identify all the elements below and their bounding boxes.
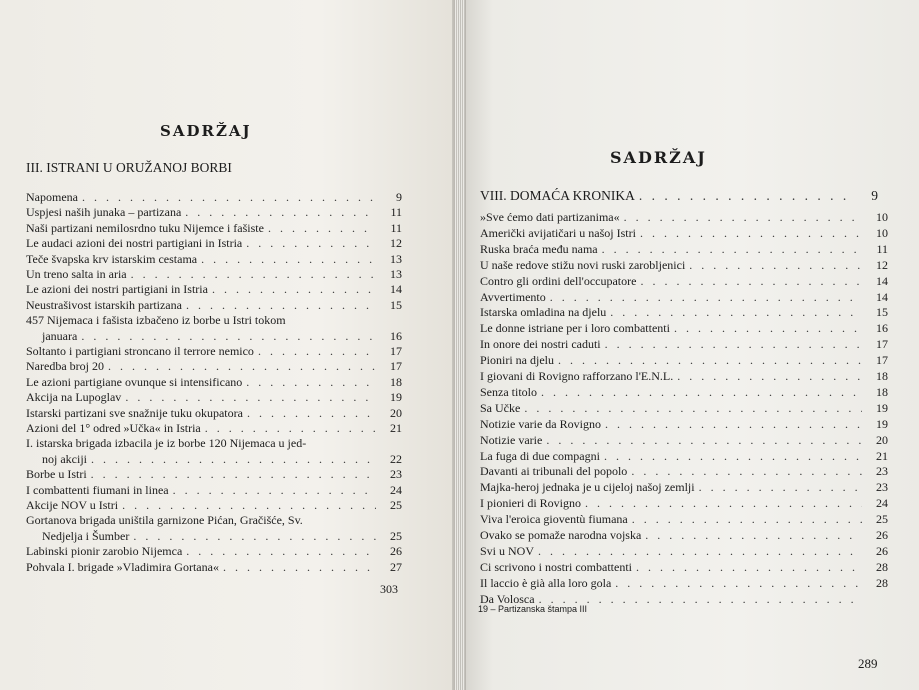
toc-entry-page: 14 (876, 273, 888, 288)
toc-entry-page: 18 (876, 384, 888, 399)
leader-dots (615, 576, 862, 591)
leader-dots (201, 252, 376, 267)
leader-dots (173, 483, 376, 498)
leader-dots (699, 480, 862, 495)
toc-entry-title: Majka-heroj jednaka je u cijeloj našoj zemlji (480, 480, 695, 495)
toc-entry-page: 15 (876, 305, 888, 320)
toc-entry-page: 28 (876, 559, 888, 574)
toc-entry-page: 11 (876, 241, 888, 256)
toc-entry (480, 353, 888, 368)
toc-entry (26, 344, 402, 359)
leader-dots (604, 449, 862, 464)
toc-entry-title: Le azioni dei nostri partigiani in Istria (26, 282, 208, 297)
leader-dots (524, 401, 862, 416)
toc-entry-title: »Sve ćemo dati partizanima« (480, 210, 620, 224)
toc-entry-page: 14 (390, 282, 402, 297)
toc-entry (480, 226, 888, 241)
leader-dots (538, 544, 862, 559)
toc-entry-title: Svi u NOV (480, 543, 535, 558)
toc-entry-title: Pohvala I. brigade »Vladimira Gortana« (26, 559, 219, 574)
toc-entry-title: Ruska braća među nama (480, 241, 598, 256)
leader-dots (133, 529, 376, 544)
toc-entry-title: Davanti ai tribunali del popolo (480, 464, 628, 479)
left-section-heading: III. ISTRANI U ORUŽANOJ BORBI (26, 160, 232, 175)
left-page-title: SADRŽAJ (160, 122, 252, 140)
toc-entry-title: Viva l'eroica gioventù fiumana (480, 512, 628, 527)
right-page-title: SADRŽAJ (610, 148, 707, 167)
toc-entry-title: Pioniri na djelu (480, 353, 554, 368)
toc-entry (480, 401, 888, 416)
leader-dots (82, 190, 376, 205)
toc-entry-title: I combattenti fiumani in linea (26, 482, 169, 497)
leader-dots (91, 467, 376, 482)
leader-dots (91, 452, 376, 467)
toc-entry-title: Senza titolo (480, 384, 537, 399)
leader-dots (186, 298, 376, 313)
leader-dots (605, 417, 862, 432)
right-section-title: VIII. DOMAĆA KRONIKA (480, 188, 635, 203)
toc-entry-page: 17 (876, 337, 888, 352)
toc-entry-page: 25 (876, 512, 888, 527)
toc-entry-title: La fuga di due compagni (480, 448, 600, 463)
toc-entry (26, 205, 402, 220)
right-section-heading (480, 188, 878, 204)
toc-entry (42, 452, 402, 467)
toc-entry-title: 457 Nijemaca i fašista izbačeno iz borbe u Istri tokom (26, 313, 286, 328)
leader-dots (186, 544, 376, 559)
toc-entry-page: 27 (390, 559, 402, 574)
left-page-number: 303 (380, 582, 398, 596)
toc-entry-title: Nedjelja i Šumber (42, 528, 130, 543)
toc-entry (480, 274, 888, 289)
right-section-page: 9 (871, 188, 878, 203)
leader-dots (674, 321, 862, 336)
toc-entry (26, 359, 402, 374)
toc-entry (480, 544, 888, 559)
leader-dots (640, 226, 862, 241)
toc-entry (26, 513, 303, 528)
leader-dots (268, 221, 376, 236)
toc-entry-page: 26 (390, 544, 402, 559)
toc-entry (26, 375, 402, 390)
toc-entry-title: Notizie varie (480, 432, 543, 447)
page-edges (455, 0, 465, 690)
toc-entry-title: U naše redove stižu novi ruski zarobljenici (480, 257, 686, 272)
toc-entry-title: Ovako se pomaže narodna vojska (480, 528, 642, 542)
toc-entry-page: 24 (876, 496, 888, 511)
toc-entry (480, 433, 888, 448)
leader-dots (247, 406, 376, 421)
toc-entry (480, 305, 888, 320)
toc-entry-page: 13 (390, 251, 402, 266)
leader-dots (624, 210, 862, 225)
toc-entry-page: 28 (876, 575, 888, 590)
toc-entry-title: Neustrašivost istarskih partizana (26, 297, 182, 312)
leader-dots (632, 512, 862, 527)
right-page-number: 289 (858, 656, 878, 671)
toc-entry (480, 528, 888, 543)
toc-entry-title: I giovani di Rovigno rafforzano l'E.N.L. (480, 369, 674, 383)
toc-entry (480, 576, 888, 591)
toc-entry (480, 464, 888, 479)
toc-entry-page: 9 (396, 190, 402, 204)
toc-entry (26, 436, 306, 451)
toc-entry-title: januara (42, 328, 78, 343)
toc-entry-page: 20 (876, 432, 888, 447)
toc-entry-page: 17 (876, 353, 888, 368)
toc-entry-title: noj akciji (42, 451, 87, 466)
toc-entry-title: Ci scrivono i nostri combattenti (480, 559, 632, 574)
leader-dots (246, 375, 376, 390)
leader-dots (212, 282, 376, 297)
toc-entry-page: 21 (876, 448, 888, 463)
toc-entry (480, 337, 888, 352)
toc-entry-page: 16 (390, 328, 402, 343)
leader-dots (205, 421, 376, 436)
toc-entry (42, 329, 402, 344)
toc-entry-title: Istarski partizani sve snažnije tuku okupatora (26, 405, 243, 420)
toc-entry-title: Contro gli ordini dell'occupatore (480, 273, 637, 288)
toc-entry-title: Labinski pionir zarobio Nijemca (26, 544, 183, 559)
leader-dots (639, 188, 852, 204)
toc-entry (26, 221, 402, 236)
leader-dots (541, 385, 862, 400)
toc-entry (26, 560, 402, 575)
leader-dots (125, 390, 376, 405)
leader-dots (677, 369, 862, 384)
leader-dots (258, 344, 376, 359)
leader-dots (539, 592, 862, 607)
right-page (466, 0, 919, 690)
leader-dots (223, 560, 376, 575)
toc-entry-page: 26 (876, 528, 888, 542)
toc-entry (480, 449, 888, 464)
toc-entry (480, 210, 888, 225)
leader-dots (185, 205, 376, 220)
toc-entry-page: 10 (876, 225, 888, 240)
toc-entry (480, 258, 888, 273)
toc-entry-page: 22 (390, 451, 402, 466)
toc-entry (26, 483, 402, 498)
leader-dots (636, 560, 862, 575)
toc-entry (26, 498, 402, 513)
leader-dots (605, 337, 862, 352)
toc-entry-page: 23 (876, 480, 888, 495)
left-page (0, 0, 458, 690)
leader-dots (546, 433, 862, 448)
toc-entry-page: 21 (390, 421, 402, 435)
toc-entry-page: 11 (390, 220, 402, 235)
toc-entry-title: In onore dei nostri caduti (480, 337, 601, 352)
toc-entry-title: Da Volosca (480, 591, 535, 606)
toc-entry (480, 496, 888, 511)
toc-entry (26, 544, 402, 559)
toc-entry (26, 467, 402, 482)
leader-dots (131, 267, 376, 282)
toc-entry-page: 26 (876, 543, 888, 558)
toc-entry (26, 252, 402, 267)
leader-dots (585, 496, 862, 511)
leader-dots (108, 359, 376, 374)
toc-entry-title: Naredba broj 20 (26, 359, 104, 374)
toc-entry (26, 421, 402, 436)
leader-dots (81, 329, 376, 344)
toc-entry (480, 290, 888, 305)
toc-entry-title: Le azioni partigiane ovunque si intensificano (26, 374, 243, 389)
toc-entry-title: Akcija na Lupoglav (26, 390, 122, 405)
toc-entry (26, 236, 402, 251)
toc-entry-title: Uspjesi naših junaka – partizana (26, 205, 182, 220)
toc-entry-title: Azioni del 1° odred »Učka« in Istria (26, 421, 201, 435)
leader-dots (689, 258, 862, 273)
toc-entry-page: 19 (390, 390, 402, 405)
leader-dots (550, 290, 862, 305)
toc-entry-page: 17 (390, 359, 402, 374)
toc-entry (480, 560, 888, 575)
toc-entry (42, 529, 402, 544)
toc-entry (480, 385, 888, 400)
toc-entry-page: 23 (390, 467, 402, 482)
toc-entry-title: Le donne istriane per i loro combattenti (480, 321, 670, 336)
toc-entry (480, 512, 888, 527)
toc-entry-title: Teče švapska krv istarskim cestama (26, 251, 198, 266)
toc-entry-page: 19 (876, 400, 888, 415)
toc-entry-title: Sa Učke (480, 400, 521, 415)
leader-dots (631, 464, 862, 479)
toc-entry (26, 282, 402, 297)
toc-entry (26, 313, 286, 328)
toc-entry-title: I. istarska brigada izbacila je iz borbe 120 Nijemaca u jed- (26, 436, 307, 451)
toc-entry-title: Il laccio è già alla loro gola (480, 575, 612, 590)
toc-entry-title: I pionieri di Rovigno (480, 496, 581, 511)
toc-entry-page: 16 (876, 321, 888, 336)
toc-entry (26, 406, 402, 421)
leader-dots (246, 236, 376, 251)
toc-entry-title: Un treno salta in aria (26, 267, 127, 281)
toc-entry-page: 25 (390, 528, 402, 543)
toc-entry-page: 18 (876, 369, 888, 383)
leader-dots (640, 274, 862, 289)
toc-entry-page: 12 (876, 257, 888, 272)
toc-entry-page: 17 (390, 344, 402, 358)
toc-entry-page: 20 (390, 405, 402, 420)
toc-entry-page: 10 (876, 210, 888, 224)
toc-entry-title: Notizie varie da Rovigno (480, 416, 601, 431)
toc-entry-title: Le audaci azioni dei nostri partigiani in Istria (26, 236, 243, 251)
toc-entry (480, 480, 888, 495)
toc-entry (26, 298, 402, 313)
toc-entry-title: Avvertimento (480, 289, 546, 304)
toc-entry-page: 14 (876, 289, 888, 304)
toc-entry (26, 390, 402, 405)
toc-entry (480, 369, 888, 384)
toc-entry (480, 242, 888, 257)
toc-entry (26, 267, 402, 282)
toc-entry-page: 11 (390, 205, 402, 220)
toc-entry-title: Naši partizani nemilosrdno tuku Nijemce i fašiste (26, 220, 264, 235)
toc-entry-title: Američki avijatičari u našoj Istri (480, 225, 636, 240)
toc-entry (26, 190, 402, 205)
signature-note: 19 – Partizanska štampa III (478, 604, 588, 614)
toc-entry-title: Soltanto i partigiani stroncano il terrore nemico (26, 344, 254, 358)
toc-entry (480, 417, 888, 432)
toc-entry (480, 321, 888, 336)
leader-dots (558, 353, 862, 368)
toc-entry-page: 25 (390, 498, 402, 512)
leader-dots (645, 528, 862, 543)
toc-entry-page: 18 (390, 374, 402, 389)
toc-entry-page: 12 (390, 236, 402, 251)
leader-dots (602, 242, 862, 257)
toc-entry-title: Borbe u Istri (26, 467, 87, 482)
toc-entry-page: 23 (876, 464, 888, 479)
toc-entry-title: Gortanova brigada uništila garnizone Pićan, Gračišće, Sv. (26, 513, 303, 528)
toc-entry-title: Akcije NOV u Istri (26, 498, 119, 512)
toc-entry-title: Napomena (26, 190, 78, 204)
toc-entry-page: 13 (390, 267, 402, 281)
toc-entry-page: 24 (390, 482, 402, 497)
leader-dots (122, 498, 376, 513)
leader-dots (610, 305, 862, 320)
toc-entry-page: 15 (390, 297, 402, 312)
toc-entry-title: Istarska omladina na djelu (480, 305, 607, 320)
toc-entry-page: 19 (876, 416, 888, 431)
